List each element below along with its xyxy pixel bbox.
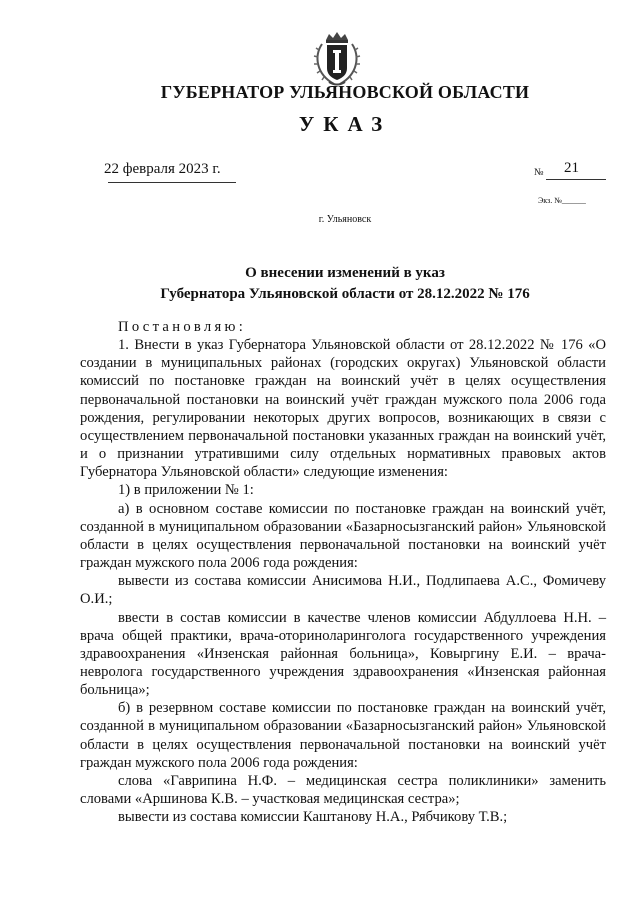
paragraph: 1) в приложении № 1: <box>118 482 254 499</box>
number-underline <box>546 179 606 180</box>
paragraph: ввести в состав комиссии в качестве членов комиссии Абдуллоева Н.Н. – врача общей практики, врача-оториноларинголога государственного учреждения здравоохранения «Инзенская районная больница», Ковыргину Е.И. – врача-невролога государственного учреждения здравоохранения «Инзенская районная больница»; <box>80 609 606 699</box>
decree-body <box>80 318 606 826</box>
paragraph: 1. Внести в указ Губернатора Ульяновской области от 28.12.2022 № 176 «О создании в муниципальных районах (городских округах) Ульяновской области комиссий по постановке граждан на воинский учёт в целях осуществления первоначальной постановки на воинский учёт граждан мужского пола 2006 года рождения, регулировании некоторых других вопросов, возникающих в связи с осуществлением первоначальной постановки указанных граждан на воинский учёт, и о признании утратившими силу отдельных нормативных правовых актов Губернатора Ульяновской области» следующие изменения: <box>80 337 606 481</box>
paragraph: б) в резервном составе комиссии по постановке граждан на воинский учёт, созданной в муниципальном образовании «Базарносызганский район» Ульяновской области в целях осуществления первоначальной постановки на воинский учёт граждан мужского пола 2006 года рождения: <box>80 700 606 771</box>
paragraph: вывести из состава комиссии Каштанову Н.А., Рябчикову Т.В.; <box>118 809 508 826</box>
decree-word: Постановляю: <box>118 319 247 335</box>
date-underline <box>108 182 236 183</box>
authority-title: ГУБЕРНАТОР УЛЬЯНОВСКОЙ ОБЛАСТИ <box>160 82 530 102</box>
number-label: № <box>534 167 544 178</box>
paragraph: а) в основном составе комиссии по постановке граждан на воинский учёт, созданной в муниципальном образовании «Базарносызганский район» Ульяновской области в целях осуществления первоначальной постановки на воинский учёт граждан мужского пола 2006 года рождения: <box>80 500 606 572</box>
subject-line-2: Губернатора Ульяновской области от 28.12.2022 № 176 <box>160 286 530 302</box>
document-type: УКАЗ <box>298 112 392 136</box>
decree-subject <box>0 263 640 305</box>
decree-date: 22 февраля 2023 г. <box>104 161 221 177</box>
subject-line-1: О внесении изменений в указ <box>245 265 445 281</box>
copy-number-label: Экз. №______ <box>538 196 586 205</box>
paragraph: вывести из состава комиссии Анисимова Н.И., Подлипаева А.С., Фомичеву О.И.; <box>80 573 606 608</box>
paragraph: слова «Гаврипина Н.Ф. – медицинская сестра поликлиники» заменить словами «Аршинова К.В. – участковая медицинская сестра»; <box>80 772 606 808</box>
ulyanovsk-coat-of-arms-icon <box>312 30 362 88</box>
decree-number: 21 <box>564 160 579 176</box>
city: г. Ульяновск <box>318 214 372 225</box>
